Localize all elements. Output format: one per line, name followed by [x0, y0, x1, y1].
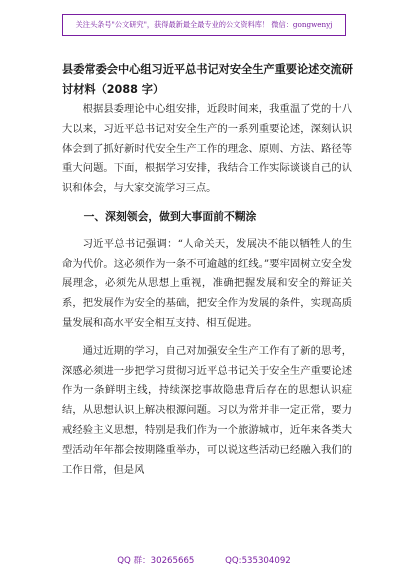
section-paragraph: 习近平总书记强调：“人命关天，发展决不能以牺牲人的生命为代价。这必须作为一条不可逾越的红线。”要牢固树立安全发展理念，必须先从思想上重视，准确把握发展和安全的辩证关系，把发展作为安全的基础，把安全作为发展的条件，实现高质量发展和高水平安全相互支持、相互促进。	[62, 237, 352, 329]
top-banner: 关注头条号"公文研究"，获得最新最全最专业的公文资料库！ 微信：gongwenyj	[62, 14, 346, 36]
document-body	[62, 100, 352, 488]
document-title: 县委常委会中心组习近平总书记对安全生产重要论述交流研讨材料（2088 字）	[62, 63, 353, 96]
page-footer	[0, 554, 408, 566]
intro-paragraph: 根据县委理论中心组安排，近段时间来，我重温了党的十八大以来，习近平总书记对安全生产的一系列重要论述，深刻认识体会到了抓好新时代安全生产工作的理念、原则、方法、路径等重大问题。下面，根据学习安排，我结合工作实际谈谈自己的认识和体会，与大家交流学习三点。	[62, 103, 352, 195]
section-heading: 一、深刻领会，做到大事面前不糊涂	[83, 209, 257, 223]
footer-qq-group: QQ 群：30265665	[117, 556, 195, 566]
footer-qq: QQ:535304092	[225, 556, 291, 566]
section-paragraph: 通过近期的学习，自己对加强安全生产工作有了新的思考，深感必须进一步把学习贯彻习近平总书记关于安全生产重要论述作为一条鲜明主线，持续深挖事故隐患背后存在的思想认识症结，从思想认识上解决根源问题。习以为常并非一定正常，要力戒经验主义思想，特别是我们作为一个旅游城市，近年来各类大型活动年年都会按期隆重举办，可以说这些活动已经融入我们的工作日常，但是风	[62, 344, 352, 476]
